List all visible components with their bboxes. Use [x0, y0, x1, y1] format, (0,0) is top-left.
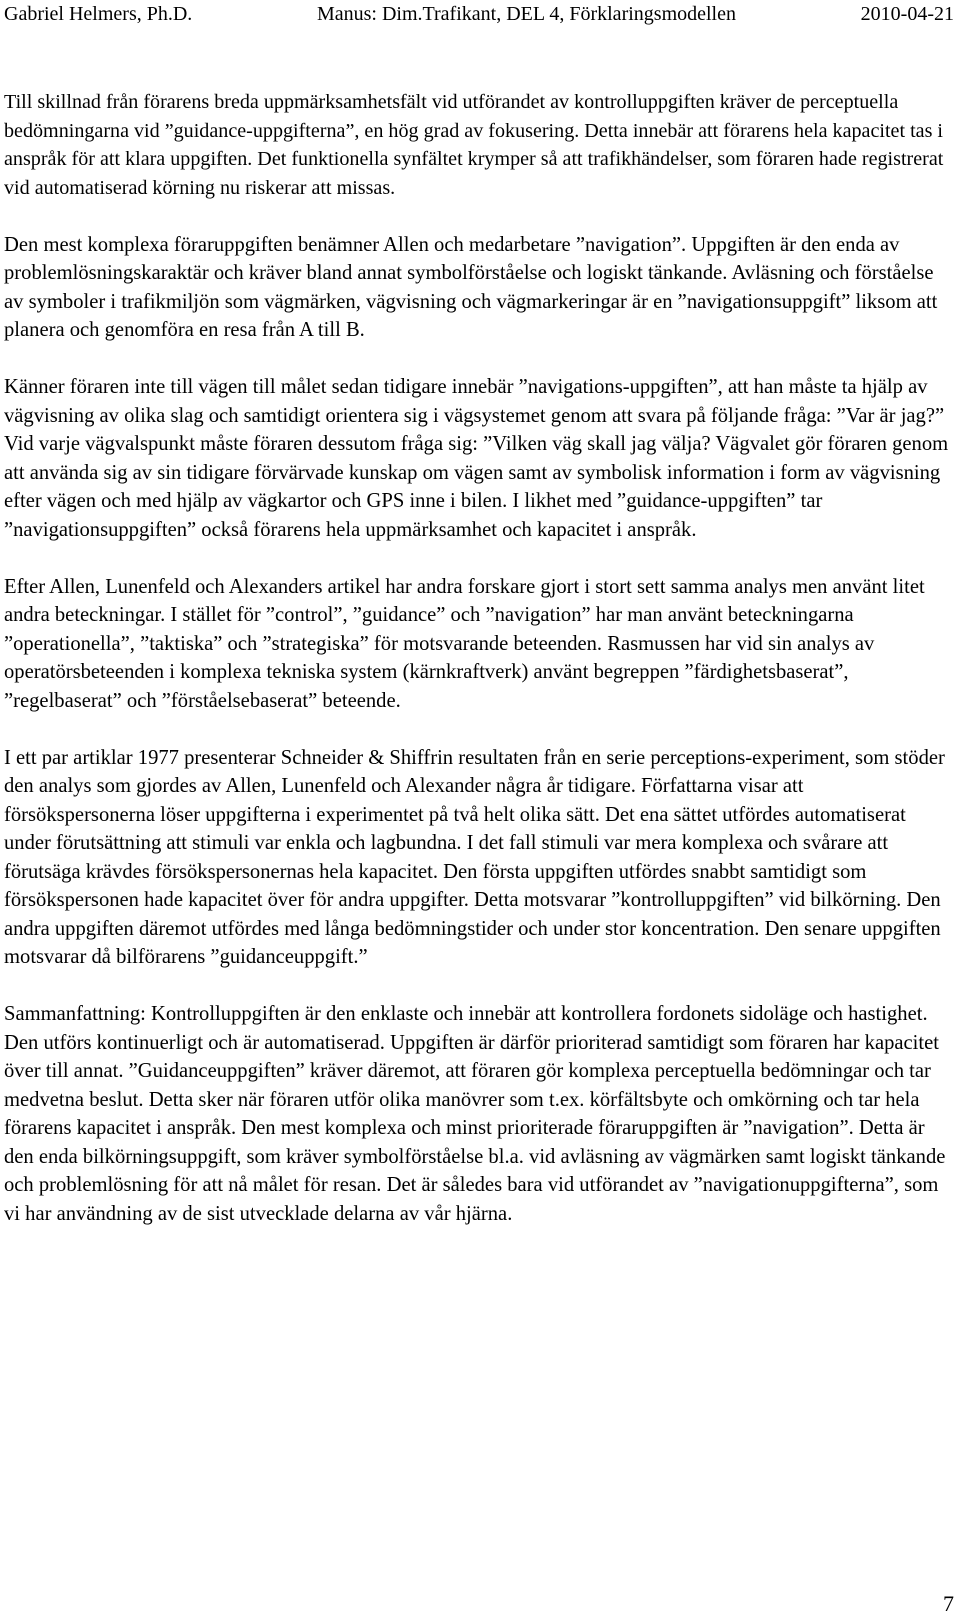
paragraph: Till skillnad från förarens breda uppmärksamhetsfält vid utförandet av kontrolluppgiften kräver de perceptuella bedömningarna vid ”guidance-uppgifterna”, en hög grad av fokusering. Detta innebär att förarens hela kapacitet tas i anspråk för att klara uppgiften. Det funktionella synfältet krymper så att trafikhändelser, som föraren hade registrerat vid automatiserad körning nu riskerar att missas.: [4, 91, 944, 199]
paragraph: Sammanfattning: Kontrolluppgiften är den enklaste och innebär att kontrollera fordonets sidoläge och hastighet. Den utförs kontinuerligt och är automatiserad. Uppgiften är därför prioriterad samtidigt som föraren har kapacitet över till annat. ”Guidanceuppgiften” kräver däremot, att föraren gör komplexa perceptuella bedömningar och tar medvetna beslut. Detta sker när föraren utför olika manövrer som t.ex. körfältsbyte och omkörning och tar hela förarens kapacitet i anspråk. Den mest komplexa och minst prioriterade föraruppgiften är ”navigation”. Detta är den enda bilkörningsuppgift, som kräver symbolförståelse bl.a. vid avläsning av vägmärken samt logiskt tänkande och problemlösning för att nå målet för resan. Det är således bara vid utförandet av ”navigationuppgifterna”, som vi har användning av de sist utvecklade delarna av vår hjärna.: [4, 1003, 946, 1225]
header-author: Gabriel Helmers, Ph.D.: [4, 3, 193, 25]
header-date: 2010-04-21: [860, 3, 954, 25]
paragraph: Efter Allen, Lunenfeld och Alexanders artikel har andra forskare gjort i stort sett samma analys men använt litet andra beteckningar. I stället för ”control”, ”guidance” och ”navigation” har man använt beteckningarna ”operationella”, ”taktiska” och ”strategiska” för motsvarande beteenden. Rasmussen har vid sin analys av operatörsbeteenden i komplexa tekniska system (kärnkraftverk) använt begreppen ”färdighetsbaserat”, ”regelbaserat” och ”förståelsebaserat” beteende.: [4, 575, 925, 712]
page-number: 7: [943, 1591, 954, 1616]
paragraph: Känner föraren inte till vägen till målet sedan tidigare innebär ”navigations-uppgiften”, att han måste ta hjälp av vägvisning av olika slag och samtidigt orientera sig i vägsystemet genom att svara på följande fråga: ”Var är jag?” Vid varje vägvalspunkt måste föraren dessutom fråga sig: ”Vilken väg skall jag välja? Vägvalet gör föraren genom att använda sig av sin tidigare förvärvade kunskap om vägen samt av symbolisk information i form av vägvisning efter vägen och med hjälp av vägkartor och GPS inne i bilen. I likhet med ”guidance-uppgiften” tar ”navigationsuppgiften” också förarens hela uppmärksamhet och kapacitet i anspråk.: [4, 376, 949, 541]
header-manuscript: Manus: Dim.Trafikant, DEL 4, Förklaringsmodellen: [316, 3, 736, 25]
paragraph: I ett par artiklar 1977 presenterar Schneider & Shiffrin resultaten från en serie perceptions-experiment, som stöder den analys som gjordes av Allen, Lunenfeld och Alexander några år tidigare. Författarna visar att försökspersonerna löser uppgifterna i experimentet på två helt olika sätt. Det ena sättet utfördes automatiserat under förutsättning att stimuli var enkla och lagbundna. I det fall stimuli var mera komplexa och svårare att förutsäga krävdes försökspersonernas hela kapacitet. Den första uppgiften utfördes snabbt samtidigt som försökspersonen hade kapacitet över för andra uppgifter. Detta motsvarar ”kontrolluppgiften” vid bilkörning. Den andra uppgiften däremot utfördes med långa bedömningstider och under stor koncentration. Den senare uppgiften motsvarar då bilförarens ”guidanceuppgift.”: [4, 746, 945, 968]
document-body: [4, 88, 950, 1257]
paragraph: Den mest komplexa föraruppgiften benämner Allen och medarbetare ”navigation”. Uppgiften är den enda av problemlösningskaraktär och kräver bland annat symbolförståelse och logiskt tänkande. Avläsning och förståelse av symboler i trafikmiljön som vägmärken, vägvisning och vägmarkeringar är en ”navigationsuppgift” liksom att planera och genomföra en resa från A till B.: [4, 233, 938, 341]
page-header: [4, 0, 954, 30]
